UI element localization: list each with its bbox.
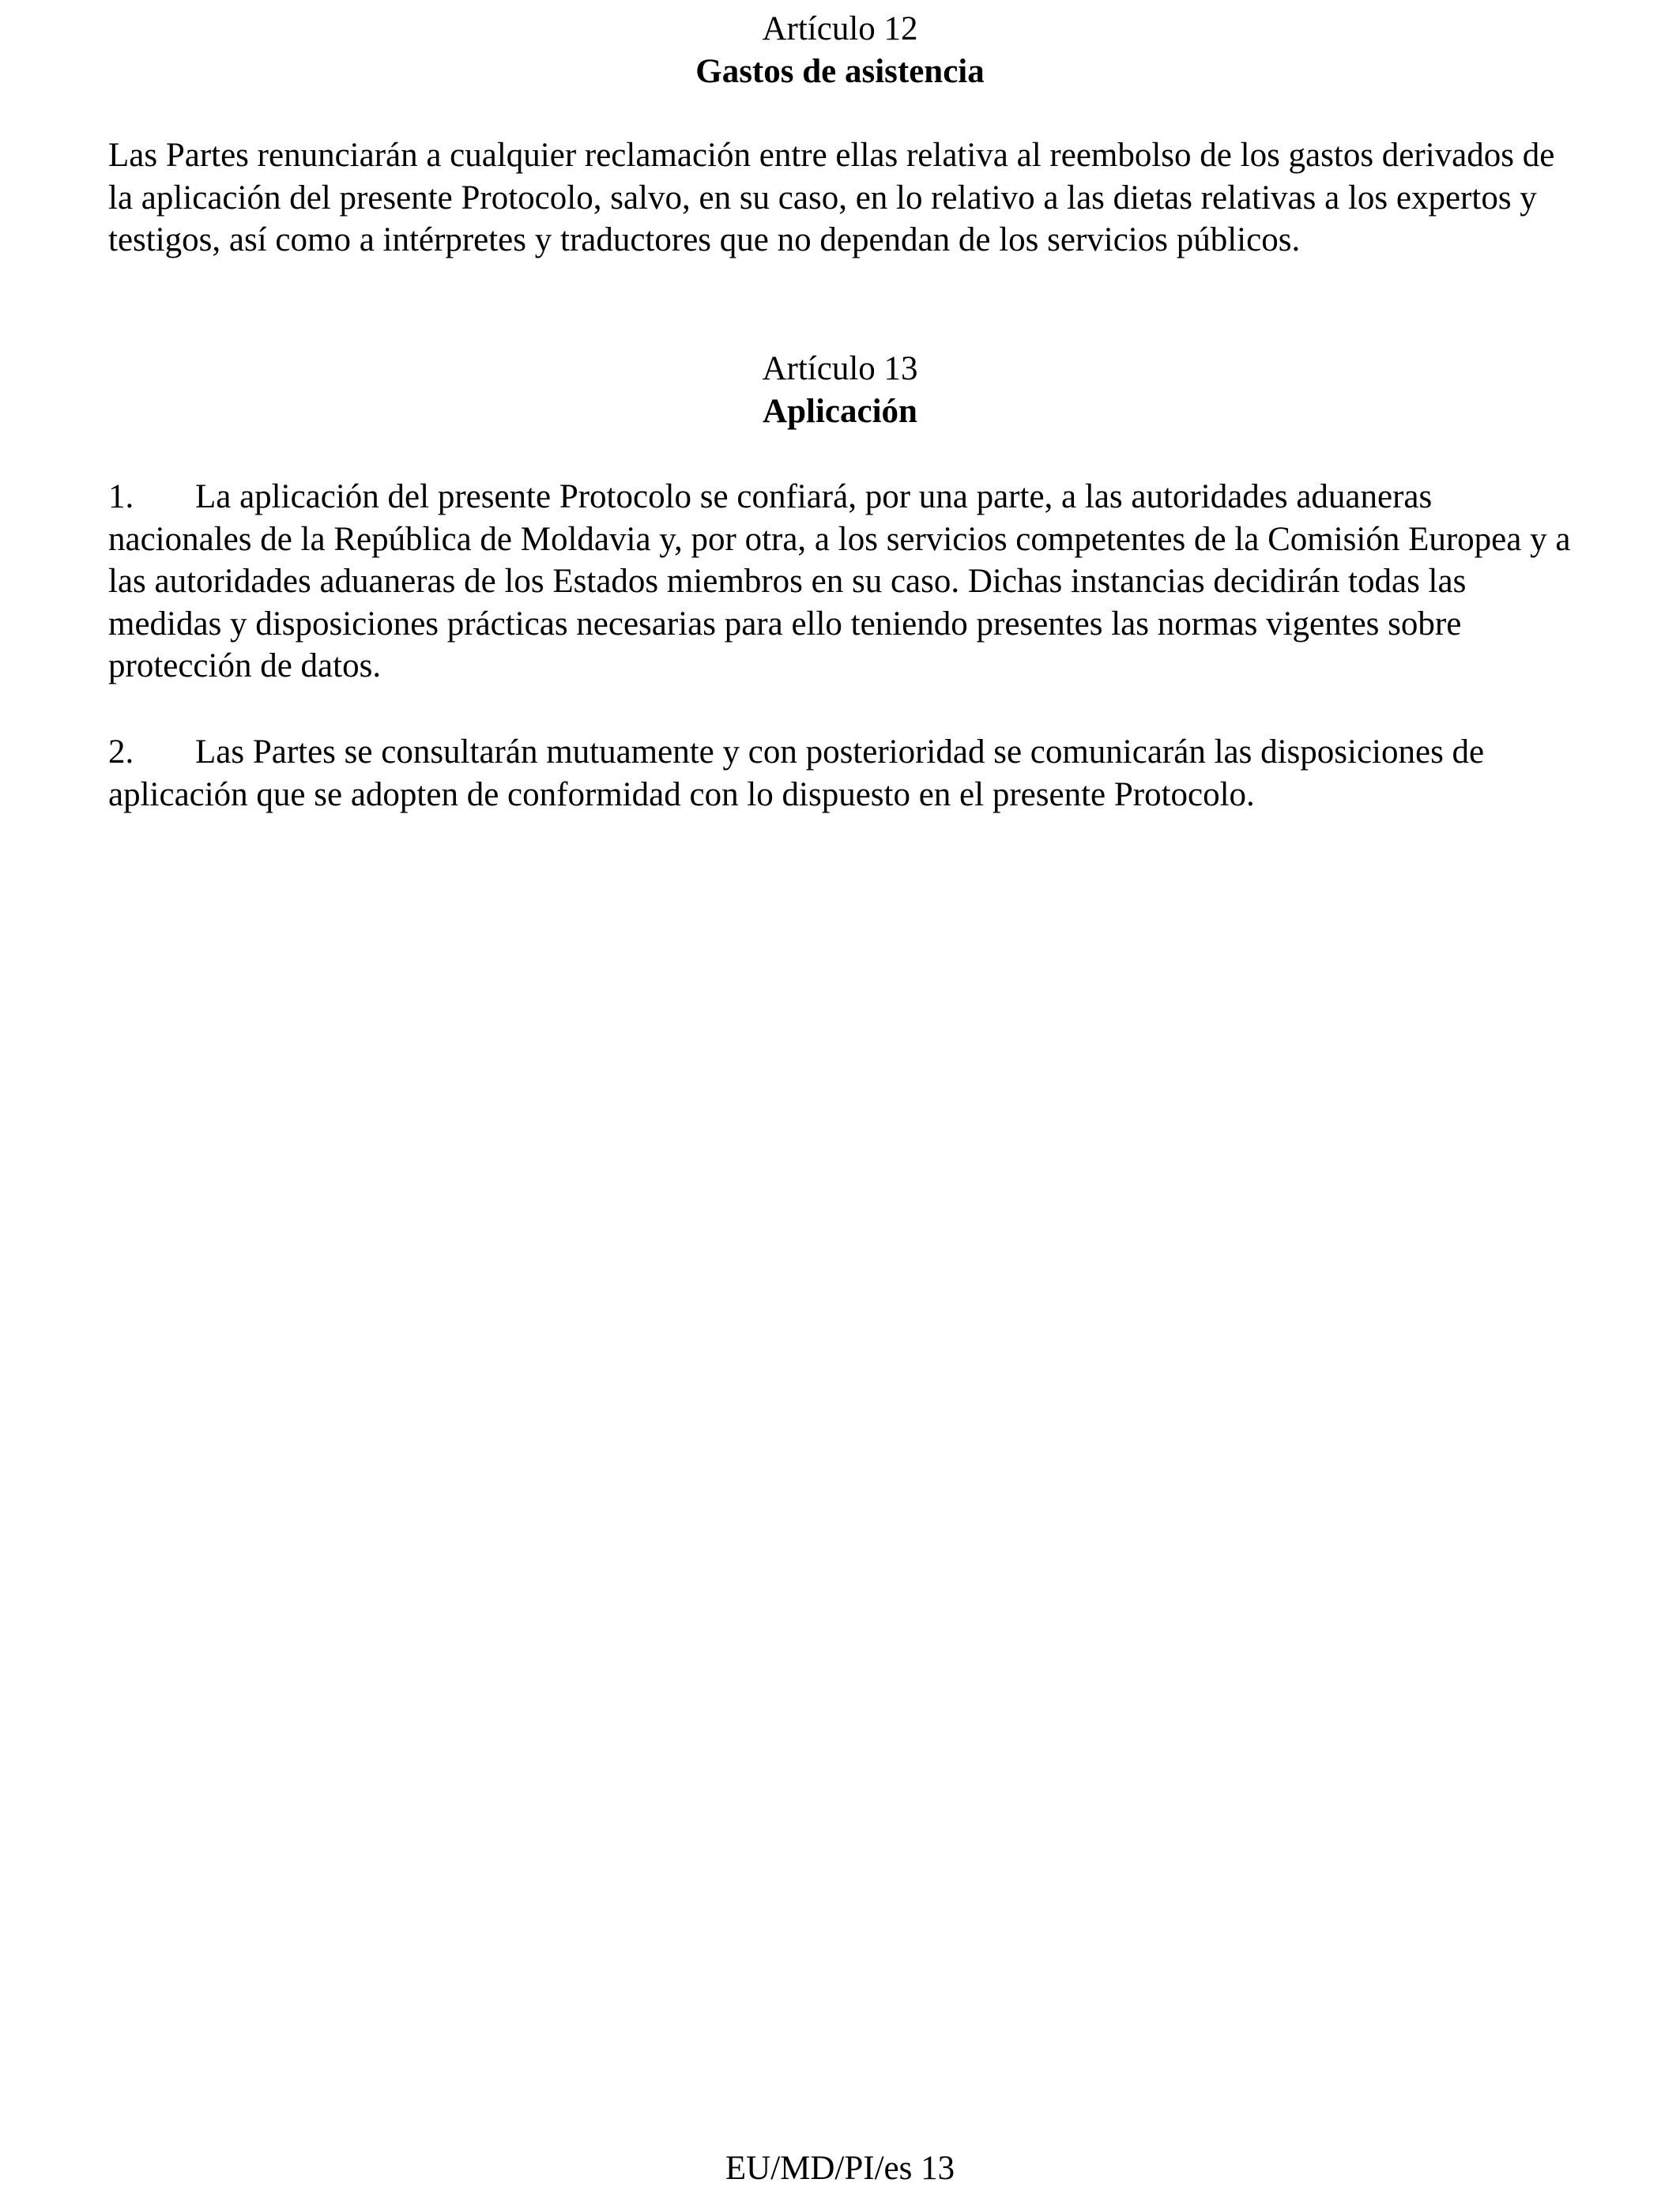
- paragraph-text: La aplicación del presente Protocolo se confiará, por una parte, a las autoridades aduaneras nacionales de la República de Moldavia y, por otra, a los servicios competentes de la Comisión Europea y a las autoridades aduaneras de los Estados miembros en su caso. Dichas instancias decidirán todas las medidas y disposiciones prácticas necesarias para ello teniendo presentes las normas vigentes sobre protección de datos.: [108, 478, 1571, 684]
- paragraph-number: 2.: [108, 733, 134, 771]
- article-13-number: Artículo 13: [762, 350, 918, 387]
- article-13-title: Aplicación: [763, 393, 917, 430]
- article-12-title: Gastos de asistencia: [695, 53, 985, 90]
- paragraph-text: Las Partes se consultarán mutuamente y con posterioridad se comunicarán las disposiciones de aplicación que se adopten de conformidad con lo dispuesto en el presente Protocolo.: [108, 733, 1485, 813]
- article-12-heading: [0, 8, 1680, 93]
- paragraph-number: 1.: [108, 478, 134, 515]
- page-footer-reference: EU/MD/PI/es 13: [725, 2150, 955, 2187]
- article-12-number: Artículo 12: [762, 10, 918, 47]
- article-13-paragraph-2: [108, 731, 1578, 816]
- article-12-paragraph: Las Partes renunciarán a cualquier reclamación entre ellas relativa al reembolso de los gastos derivados de la aplicación del presente Protocolo, salvo, en su caso, en lo relativo a las dietas relativas a los expertos y testigos, así como a intérpretes y traductores que no dependan de los servicios públicos.: [108, 137, 1555, 258]
- article-13-heading: [0, 348, 1680, 433]
- article-13-paragraph-1: [108, 476, 1578, 688]
